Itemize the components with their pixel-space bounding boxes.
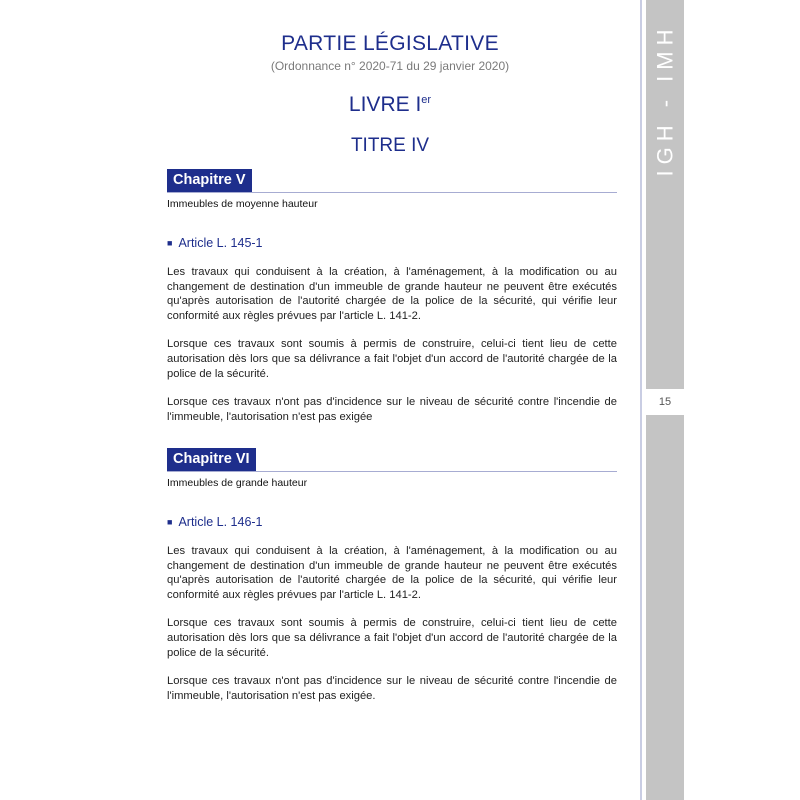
- square-bullet-icon: ■: [167, 238, 173, 248]
- article-paragraph: Lorsque ces travaux n'ont pas d'incidence sur le niveau de sécurité contre l'incendie de l'immeuble, l'autorisation n'est pas exigée: [167, 396, 617, 423]
- titre-heading: TITRE IV: [350, 135, 430, 156]
- chapter-section: [167, 169, 617, 436]
- article-label: Article L. 146-1: [178, 515, 263, 529]
- page-edge-rule: [640, 0, 642, 800]
- article-paragraph: Lorsque ces travaux sont soumis à permis de construire, celui-ci tient lieu de cette autorisation dès lors que sa délivrance a fait l'objet d'un accord de l'autorité chargée de la police de la sécurité.: [167, 338, 617, 380]
- side-tab-title: [646, 0, 684, 200]
- article-paragraph: Lorsque ces travaux n'ont pas d'incidence sur le niveau de sécurité contre l'incendie de l'immeuble, l'autorisation n'est pas exigée.: [167, 675, 617, 702]
- ordinance-reference: (Ordonnance n° 2020-71 du 29 janvier 2020): [270, 59, 510, 73]
- chapter-rule: [167, 192, 617, 193]
- chapter-label: Chapitre VI: [167, 448, 256, 471]
- page-number: 15: [646, 389, 684, 415]
- chapter-subtitle: Immeubles de grande hauteur: [167, 477, 308, 489]
- livre-superscript: er: [421, 94, 432, 106]
- part-title: PARTIE LÉGISLATIVE: [281, 32, 499, 55]
- article-label: Article L. 145-1: [178, 236, 263, 250]
- article-paragraph: Les travaux qui conduisent à la création, à l'aménagement, à la modification ou au changement de destination d'un immeuble de grande hauteur ne peuvent être exécutés qu'après autorisation de l'autorité chargée de la police de la sécurité, qui vérifie leur conformité aux règles prévues par l'article L. 141-2.: [167, 545, 617, 601]
- livre-label: LIVRE I: [348, 93, 422, 116]
- document-header: [160, 32, 620, 157]
- article-paragraph: Lorsque ces travaux sont soumis à permis de construire, celui-ci tient lieu de cette autorisation dès lors que sa délivrance a fait l'objet d'un accord de l'autorité chargée de la police de la sécurité.: [167, 617, 617, 659]
- side-tab-label: IGH - IMH: [652, 23, 677, 177]
- chapter-label: Chapitre V: [167, 169, 252, 192]
- chapter-heading: [167, 169, 617, 193]
- article-heading: [167, 236, 617, 250]
- chapter-section: [167, 448, 617, 715]
- chapter-heading: [167, 448, 617, 472]
- square-bullet-icon: ■: [167, 517, 173, 527]
- article-paragraph: Les travaux qui conduisent à la création, à l'aménagement, à la modification ou au changement de destination d'un immeuble de grande hauteur ne peuvent être exécutés qu'après autorisation de l'autorité chargée de la police de la sécurité, qui vérifie leur conformité aux règles prévues par l'article L. 141-2.: [167, 266, 617, 322]
- article-heading: [167, 515, 617, 529]
- livre-heading: [160, 93, 620, 117]
- chapter-subtitle: Immeubles de moyenne hauteur: [167, 198, 318, 210]
- chapter-rule: [167, 471, 617, 472]
